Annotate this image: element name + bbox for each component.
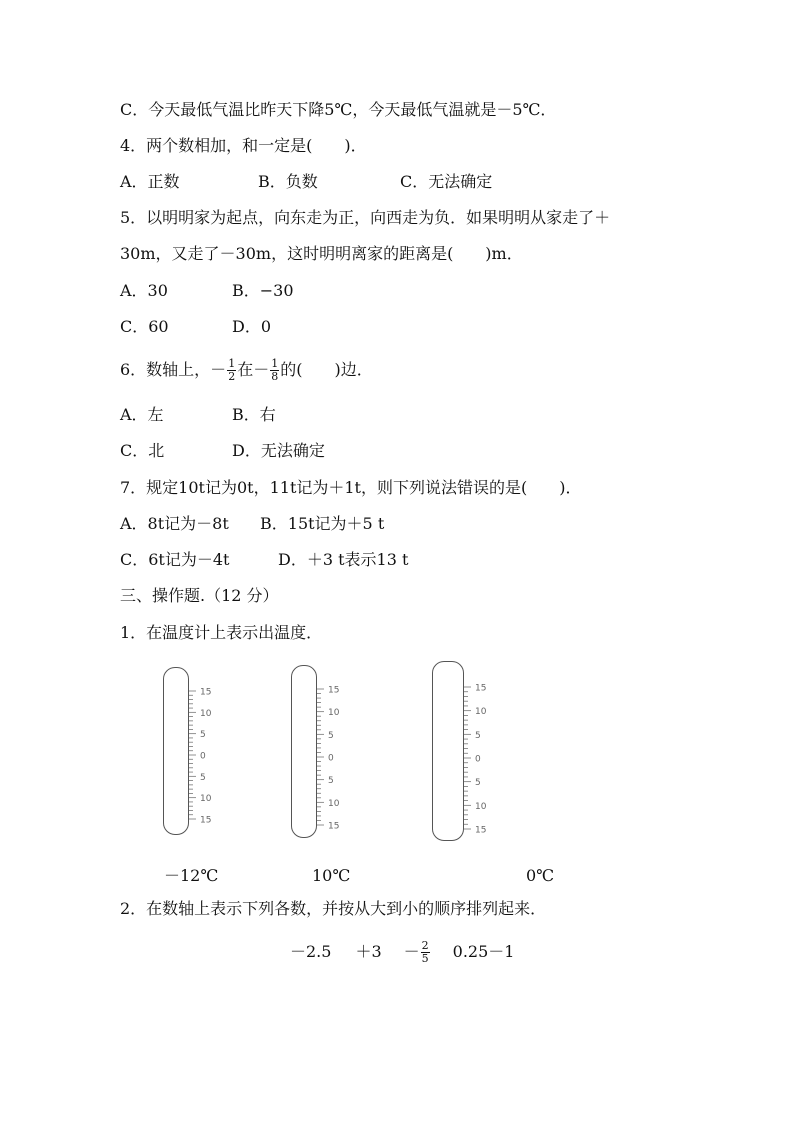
thermometer-1-label: －12℃: [164, 866, 219, 885]
q6-fraction-1-denominator: 2: [228, 370, 236, 383]
thermometer-1-scale-label: 0: [200, 751, 206, 762]
thermometer-1-scale-label: 10: [200, 794, 212, 805]
q5-option-a: A．30: [120, 281, 168, 300]
number-two-fifths-denominator: 5: [421, 952, 429, 965]
number-minus-2-5: －2.5: [290, 942, 332, 961]
thermometer-2-scale-label: 5: [328, 730, 334, 741]
q6-fraction-1-numerator: 1: [228, 357, 236, 370]
q6-stem: [120, 356, 373, 384]
thermometer-2-scale-label: 15: [328, 821, 340, 832]
q6-option-c: C．北: [120, 441, 165, 460]
number-0-25: 0.25: [452, 942, 489, 961]
op1-stem: 1．在温度计上表示出温度．: [120, 623, 323, 642]
q6-stem-mid: 在－: [237, 360, 270, 379]
q3-option-c: C．今天最低气温比昨天下降5℃，今天最低气温就是－5℃．: [120, 100, 557, 119]
thermometer-3-scale-label: 0: [475, 754, 481, 765]
thermometer-1-scale-label: 5: [200, 772, 206, 783]
op2-numbers: [290, 936, 514, 968]
thermometer-3-tube: [432, 661, 464, 841]
q6-fraction-2-denominator: 8: [271, 370, 279, 383]
thermometer-2-scale-label: 15: [328, 685, 340, 696]
q5-stem-line1: 5．以明明家为起点，向东走为正，向西走为负．如果明明从家走了＋: [120, 208, 611, 227]
q7-option-b: B．15t记为＋5 t: [260, 514, 385, 533]
op2-stem: 2．在数轴上表示下列各数，并按从大到小的顺序排列起来．: [120, 899, 547, 918]
thermometer-1-scale-label: 10: [200, 708, 212, 719]
thermometer-3-scale-label: 15: [475, 683, 487, 694]
number-minus-sign: －: [403, 942, 420, 961]
q4-option-a: A．正数: [120, 172, 180, 191]
q4-option-c: C．无法确定: [400, 172, 493, 191]
q5-stem-line2: 30m，又走了－30m，这时明明离家的距离是( )m．: [120, 244, 523, 263]
q6-fraction-2-numerator: 1: [271, 357, 279, 370]
thermometer-2-scale-label: 5: [328, 776, 334, 787]
thermometer-3-scale-label: 15: [475, 825, 487, 836]
thermometer-1-scale-label: 15: [200, 687, 212, 698]
q5-option-c: C．60: [120, 317, 169, 336]
q6-stem-suffix: 的( )边．: [280, 360, 373, 379]
thermometer-1-tube: [163, 667, 189, 835]
q7-option-c: C．6t记为－4t: [120, 550, 230, 569]
thermometer-3-scale-label: 10: [475, 801, 487, 812]
q6-option-b: B．右: [232, 405, 276, 424]
section-3-title: 三、操作题.（12 分）: [120, 586, 279, 605]
q4-stem: 4．两个数相加，和一定是( )．: [120, 136, 367, 155]
thermometer-2-scale-label: 10: [328, 798, 340, 809]
q7-stem: 7．规定10t记为0t，11t记为＋1t，则下列说法错误的是( )．: [120, 478, 582, 497]
thermometer-3: [432, 661, 502, 841]
thermometer-1-scale: [189, 667, 229, 839]
number-two-fifths-numerator: 2: [421, 939, 429, 952]
q5-option-d: D．0: [232, 317, 272, 336]
number-plus-3: ＋3: [355, 942, 382, 961]
q6-option-a: A．左: [120, 405, 164, 424]
thermometer-1-scale-label: 5: [200, 730, 206, 741]
q5-option-b: B．−30: [232, 281, 294, 300]
q6-stem-prefix: 6．数轴上，－: [120, 360, 227, 379]
thermometer-2-tube: [291, 665, 317, 838]
thermometer-3-scale-label: 10: [475, 707, 487, 718]
q7-option-d: D．＋3 t表示13 t: [278, 550, 409, 569]
thermometer-1-scale-label: 15: [200, 815, 212, 826]
number-minus-1: －1: [488, 942, 515, 961]
thermometer-2-scale: [317, 665, 357, 841]
thermometer-1: [163, 667, 233, 839]
q6-fraction-1: [227, 358, 236, 383]
q4-option-b: B．负数: [258, 172, 318, 191]
thermometer-2-scale-label: 0: [328, 753, 334, 764]
thermometer-3-scale: [464, 661, 504, 841]
thermometer-2: [291, 665, 361, 841]
q6-option-d: D．无法确定: [232, 441, 325, 460]
thermometer-3-label: 0℃: [526, 866, 555, 885]
thermometer-3-scale-label: 5: [475, 778, 481, 789]
number-two-fifths: [421, 940, 430, 965]
q7-option-a: A．8t记为－8t: [120, 514, 229, 533]
thermometer-3-scale-label: 5: [475, 730, 481, 741]
thermometer-2-label: 10℃: [312, 866, 351, 885]
thermometer-2-scale-label: 10: [328, 708, 340, 719]
q6-fraction-2: [270, 358, 279, 383]
